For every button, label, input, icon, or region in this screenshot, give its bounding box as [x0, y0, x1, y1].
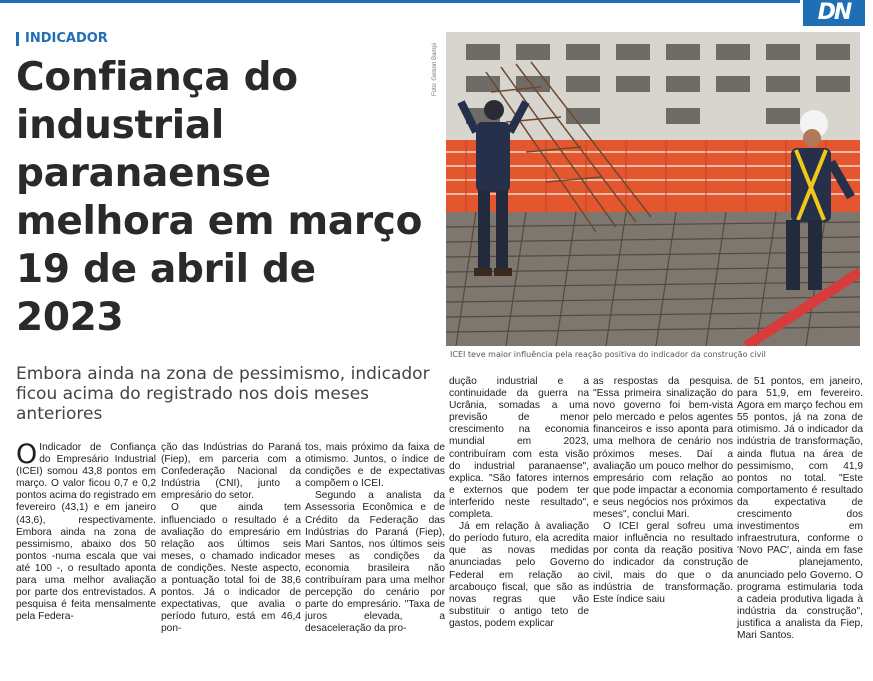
body-paragraph: Já em relação à avaliação do período futuro, ela acredita que as novas medidas anunciadas pelo Governo Federal em relação ao arcabouço fiscal, que são as novas regras que vão substituir o antigo teto de gastos, podem explicar	[449, 521, 589, 629]
article-headline: Confiança do industrial paranaense melhora em março 19 de abril de 2023	[16, 55, 423, 340]
section-kicker: INDICADOR	[16, 32, 108, 46]
masthead-logo[interactable]: DN	[803, 0, 865, 26]
body-column-4	[449, 376, 589, 630]
body-paragraph: O ICEI geral sofreu uma maior influência no resultado por conta da reação positiva do indicador da construção civil, mais do que o da indústria de transformação. Este índice saiu	[593, 521, 733, 605]
top-rule	[0, 0, 800, 3]
body-paragraph: O Indicador de Confiança do Empresário Industrial (ICEI) somou 43,8 pontos em março. O valor ficou 0,7 e 0,2 pontos acima do registrado em fevereiro (43,1) e em janeiro (43,6), respectivamente. Embora ainda na zona de pessimismo, abaixo dos 50 pontos -numa escala que vai até 100 -, o resultado aponta para uma melhor avaliação por parte dos entrevistados. A pesquisa é feita mensalmente pela Federa-	[16, 439, 156, 623]
body-paragraph: dução industrial e a continuidade da guerra na Ucrânia, somadas a uma previsão de menor crescimento na economia mundial em 2023, contribuíram com esta visão do industrial paranaense", explica. "São fatores internos e externos que podem ter interferido neste resultado", completa.	[449, 376, 589, 521]
drop-cap: O	[16, 439, 38, 470]
body-column-5	[593, 376, 733, 606]
body-column-6	[737, 376, 863, 642]
article-subheadline: Embora ainda na zona de pessimismo, indicador ficou acima do registrado nos dois meses anteriores	[16, 364, 430, 424]
body-paragraph: de 51 pontos, em janeiro, para 51,9, em fevereiro. Agora em março fechou em 55 pontos, já na zona de otimismo. Já o indicador da indústria de transformação, ainda flutua na área de pessimismo, com 41,9 pontos no total. "Este comportamento é resultado da expectativa de crescimento dos investimentos em infraestrutura, conforme o 'Novo PAC', ainda em fase de planejamento, anunciado pelo Governo. O programa estimularia toda a cadeia produtiva ligada à indústria da construção", justifica a analista da Fiep, Mari Santos.	[737, 376, 863, 641]
photo-credit: Foto: Gelson Bampi	[432, 42, 438, 96]
body-paragraph: Segundo a analista da Assessoria Econômica e de Crédito da Federação das Indústrias do Paraná (Fiep), Mari Santos, nos últimos seis meses as condições da economia brasileira não contribuíram para uma melhor percepção do cenário por parte do empresário. "Taxa de juros elevada, a desaceleração da pro-	[305, 490, 445, 635]
photo-caption: ICEI teve maior influência pela reação positiva do indicador da construção civil	[450, 350, 766, 359]
body-paragraph: tos, mais próximo da faixa de otimismo. Juntos, o índice de condições e de expectativas compõem o ICEI.	[305, 442, 445, 490]
construction-workers-image	[446, 32, 860, 346]
body-paragraph: ção das Indústrias do Paraná (Fiep), em parceria com a Confederação Nacional da Indústria (CNI), junto a empresário do setor.	[161, 442, 301, 502]
body-column-2	[161, 442, 301, 636]
body-paragraph: O que ainda tem influenciado o resultado é a avaliação do empresário em relação aos últimos seis meses, o chamado indicador de condições. Neste aspecto, a pontuação total foi de 38,6 pontos. Já o indicador de expectativas, que avalia o período futuro, está em 46,4 pon-	[161, 502, 301, 635]
body-paragraph: as respostas da pesquisa. "Essa primeira sinalização do novo governo foi bem-vista pelo mercado e pelos agentes financeiros e isso aponta para uma melhora de cenário nos próximos meses. Daí a avaliação um pouco melhor do empresário com relação ao que pode impactar a economia e seus negócios nos próximos meses", conclui Mari.	[593, 376, 733, 521]
body-column-3	[305, 442, 445, 636]
article-photo	[446, 32, 860, 346]
body-column-1	[16, 439, 156, 623]
